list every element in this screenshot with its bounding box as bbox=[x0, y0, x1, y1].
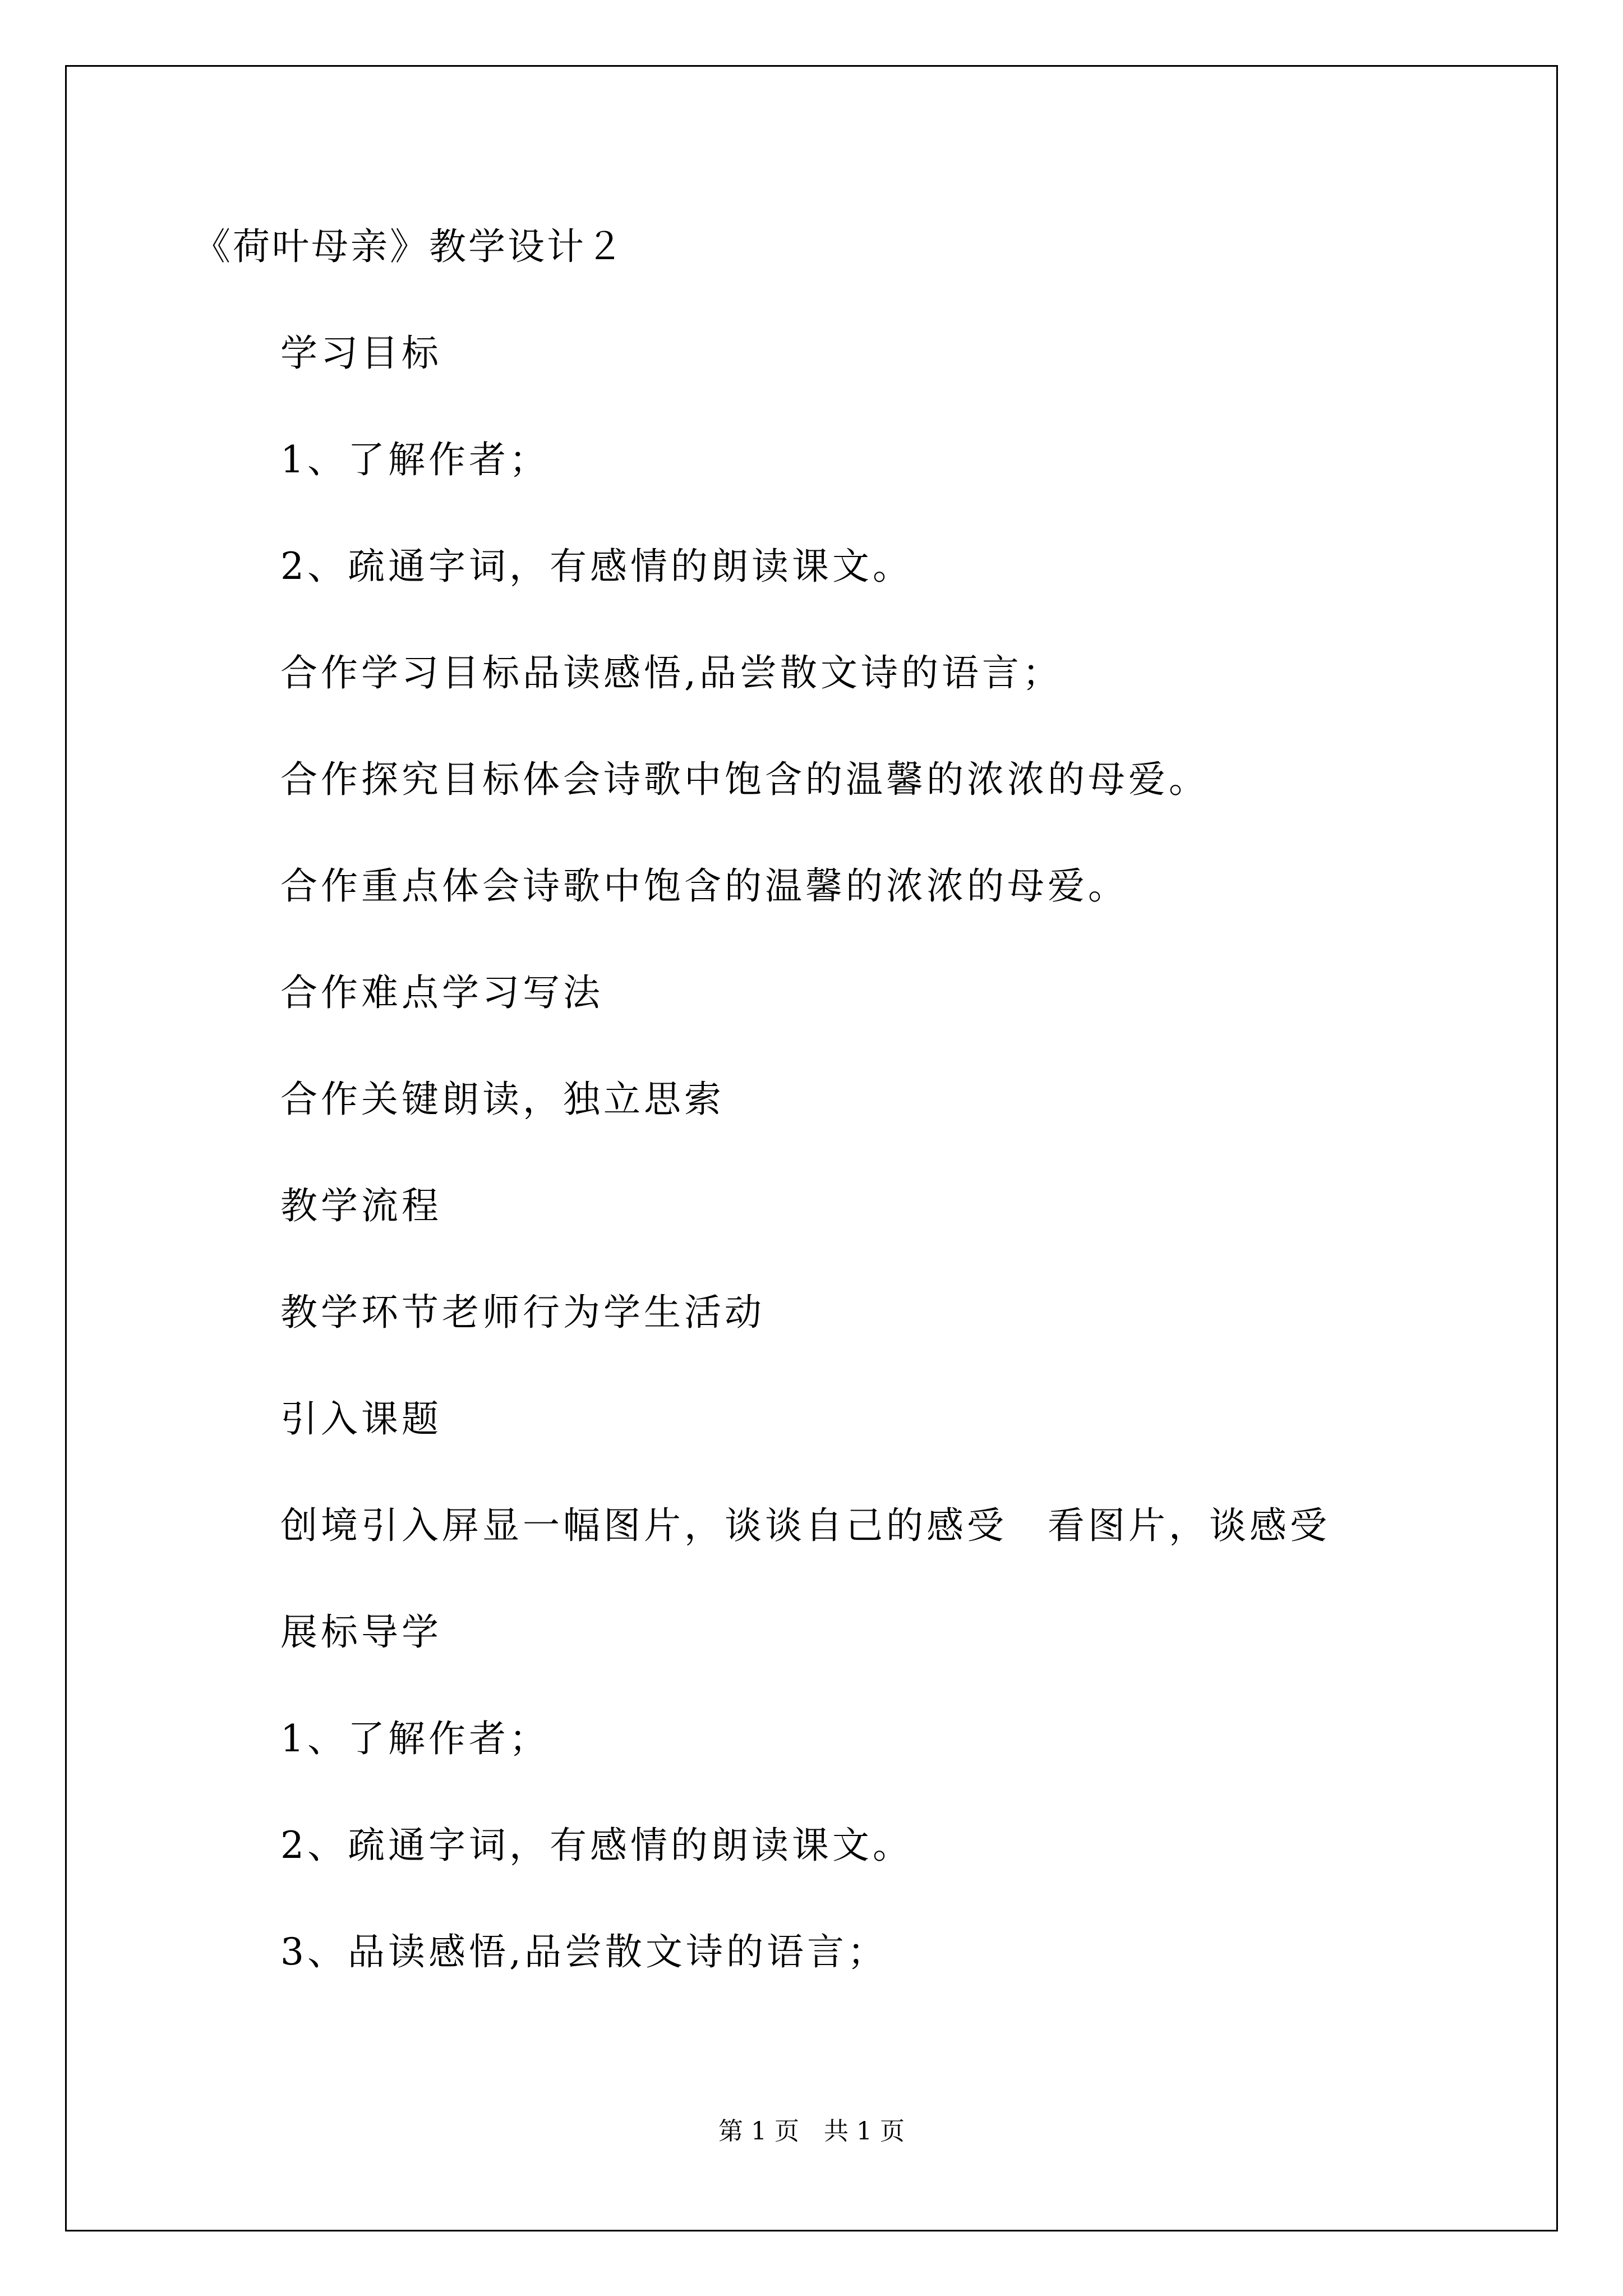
text-line: 2、疏通字词，有感情的朗读课文。 bbox=[280, 545, 913, 588]
text-line: 合作难点学习写法 bbox=[280, 971, 603, 1014]
text-line: 合作关键朗读，独立思索 bbox=[280, 1078, 725, 1121]
text-line: 合作探究目标体会诗歌中饱含的温馨的浓浓的母爱。 bbox=[280, 758, 1209, 801]
text-line: 2、疏通字词，有感情的朗读课文。 bbox=[280, 1824, 913, 1867]
page-border bbox=[65, 65, 1558, 2231]
text-line: 教学流程 bbox=[280, 1184, 442, 1227]
text-line: 创境引入屏显一幅图片，谈谈自己的感受 看图片，谈感受 bbox=[280, 1504, 1330, 1547]
text-line: 1、了解作者； bbox=[280, 1717, 550, 1760]
text-line: 合作重点体会诗歌中饱含的温馨的浓浓的母爱。 bbox=[280, 864, 1128, 908]
text-line: 引入课题 bbox=[280, 1397, 442, 1441]
document-title: 《荷叶母亲》教学设计２ bbox=[193, 225, 625, 268]
text-line: 3、品读感悟,品尝散文诗的语言； bbox=[280, 1930, 888, 1973]
text-line: 展标导学 bbox=[280, 1611, 442, 1654]
text-line: 教学环节老师行为学生活动 bbox=[280, 1291, 765, 1334]
text-line: 1、了解作者； bbox=[280, 438, 550, 481]
page-footer: 第 1 页 共 1 页 bbox=[718, 2117, 905, 2146]
text-line: 学习目标 bbox=[280, 332, 442, 375]
text-line: 合作学习目标品读感悟,品尝散文诗的语言； bbox=[280, 651, 1063, 694]
